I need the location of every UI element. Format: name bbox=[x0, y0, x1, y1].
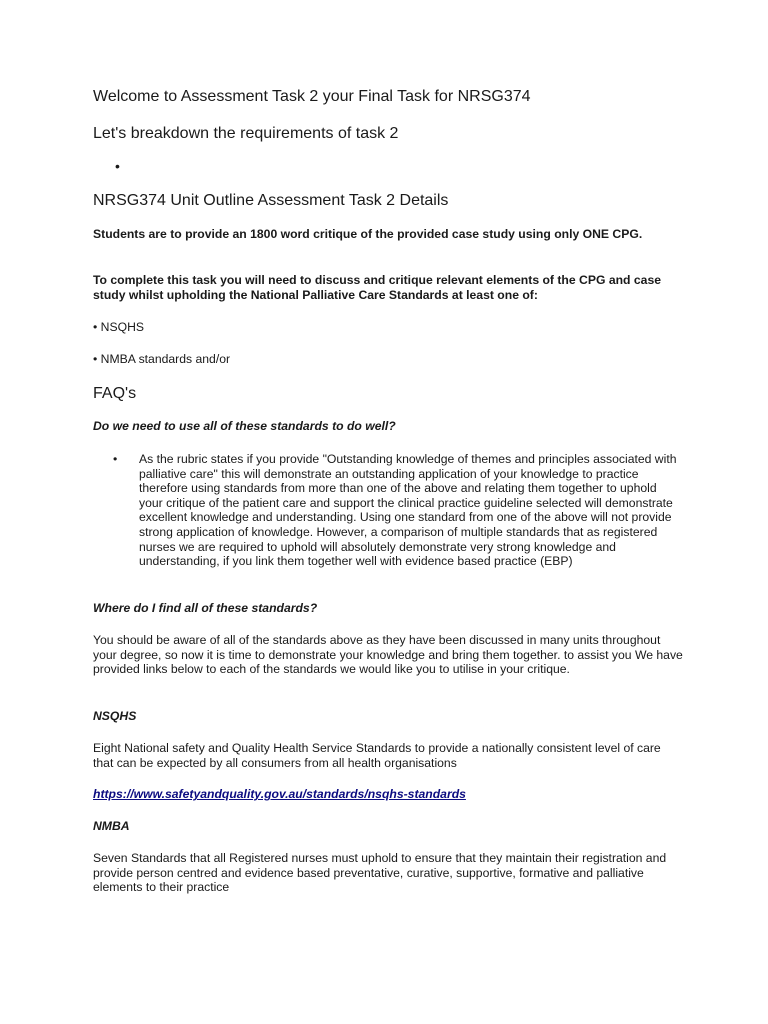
faq2-answer: You should be aware of all of the standards above as they have been discussed in many units throughout your degree, so now it is time to demonstrate your knowledge and bring them together. to assist you We have provided links below to each of the standards we would like you to utilise in your critique. bbox=[93, 633, 683, 677]
faq2-question: Where do I find all of these standards? bbox=[93, 601, 318, 615]
nmba-heading: NMBA bbox=[93, 819, 130, 833]
nsqhs-link[interactable]: https://www.safetyandquality.gov.au/standards/nsqhs-standards bbox=[93, 787, 466, 801]
nsqhs-description: Eight National safety and Quality Health Service Standards to provide a nationally consistent level of care that can be expected by all consumers from all health organisations bbox=[93, 741, 661, 770]
faq-heading: FAQ's bbox=[93, 385, 137, 402]
breakdown-heading: Let's breakdown the requirements of task 2 bbox=[93, 125, 399, 142]
empty-bullet: • bbox=[115, 158, 120, 174]
nsqhs-heading: NSQHS bbox=[93, 709, 137, 723]
list-item-nsqhs: • NSQHS bbox=[93, 320, 144, 334]
faq1-answer-text: As the rubric states if you provide "Outstanding knowledge of themes and principles associated with palliative care" this will demonstrate an outstanding application of your knowledge to practice therefore using standards from more than one of the above and relating them together to uphold your critique of the patient care and support the clinical practice guideline selected will demonstrate excellent knowledge and understanding. Using one standard from one of the above will not provide strong application of knowledge. However, a comparison of multiple standards that as registered nurses we are required to uphold will absolutely demonstrate very strong knowledge and understanding, if you link them together well with evidence based practice (EBP) bbox=[139, 452, 677, 569]
students-paragraph: Students are to provide an 1800 word critique of the provided case study using only ONE CPG. bbox=[93, 227, 643, 241]
faq1-question: Do we need to use all of these standards to do well? bbox=[93, 419, 396, 433]
nsqhs-link-line bbox=[93, 787, 683, 802]
nmba-description: Seven Standards that all Registered nurses must uphold to ensure that they maintain their registration and provide person centred and evidence based preventative, curative, supportive, formative and palliative elements to their practice bbox=[93, 851, 667, 895]
bullet-icon: • bbox=[113, 452, 118, 466]
welcome-heading: Welcome to Assessment Task 2 your Final Task for NRSG374 bbox=[93, 88, 531, 105]
list-item-nmba: • NMBA standards and/or bbox=[93, 352, 231, 366]
complete-task-paragraph: To complete this task you will need to discuss and critique relevant elements of the CPG and case study whilst upholding the National Palliative Care Standards at least one of: bbox=[93, 273, 661, 302]
unit-outline-heading: NRSG374 Unit Outline Assessment Task 2 Details bbox=[93, 192, 449, 209]
